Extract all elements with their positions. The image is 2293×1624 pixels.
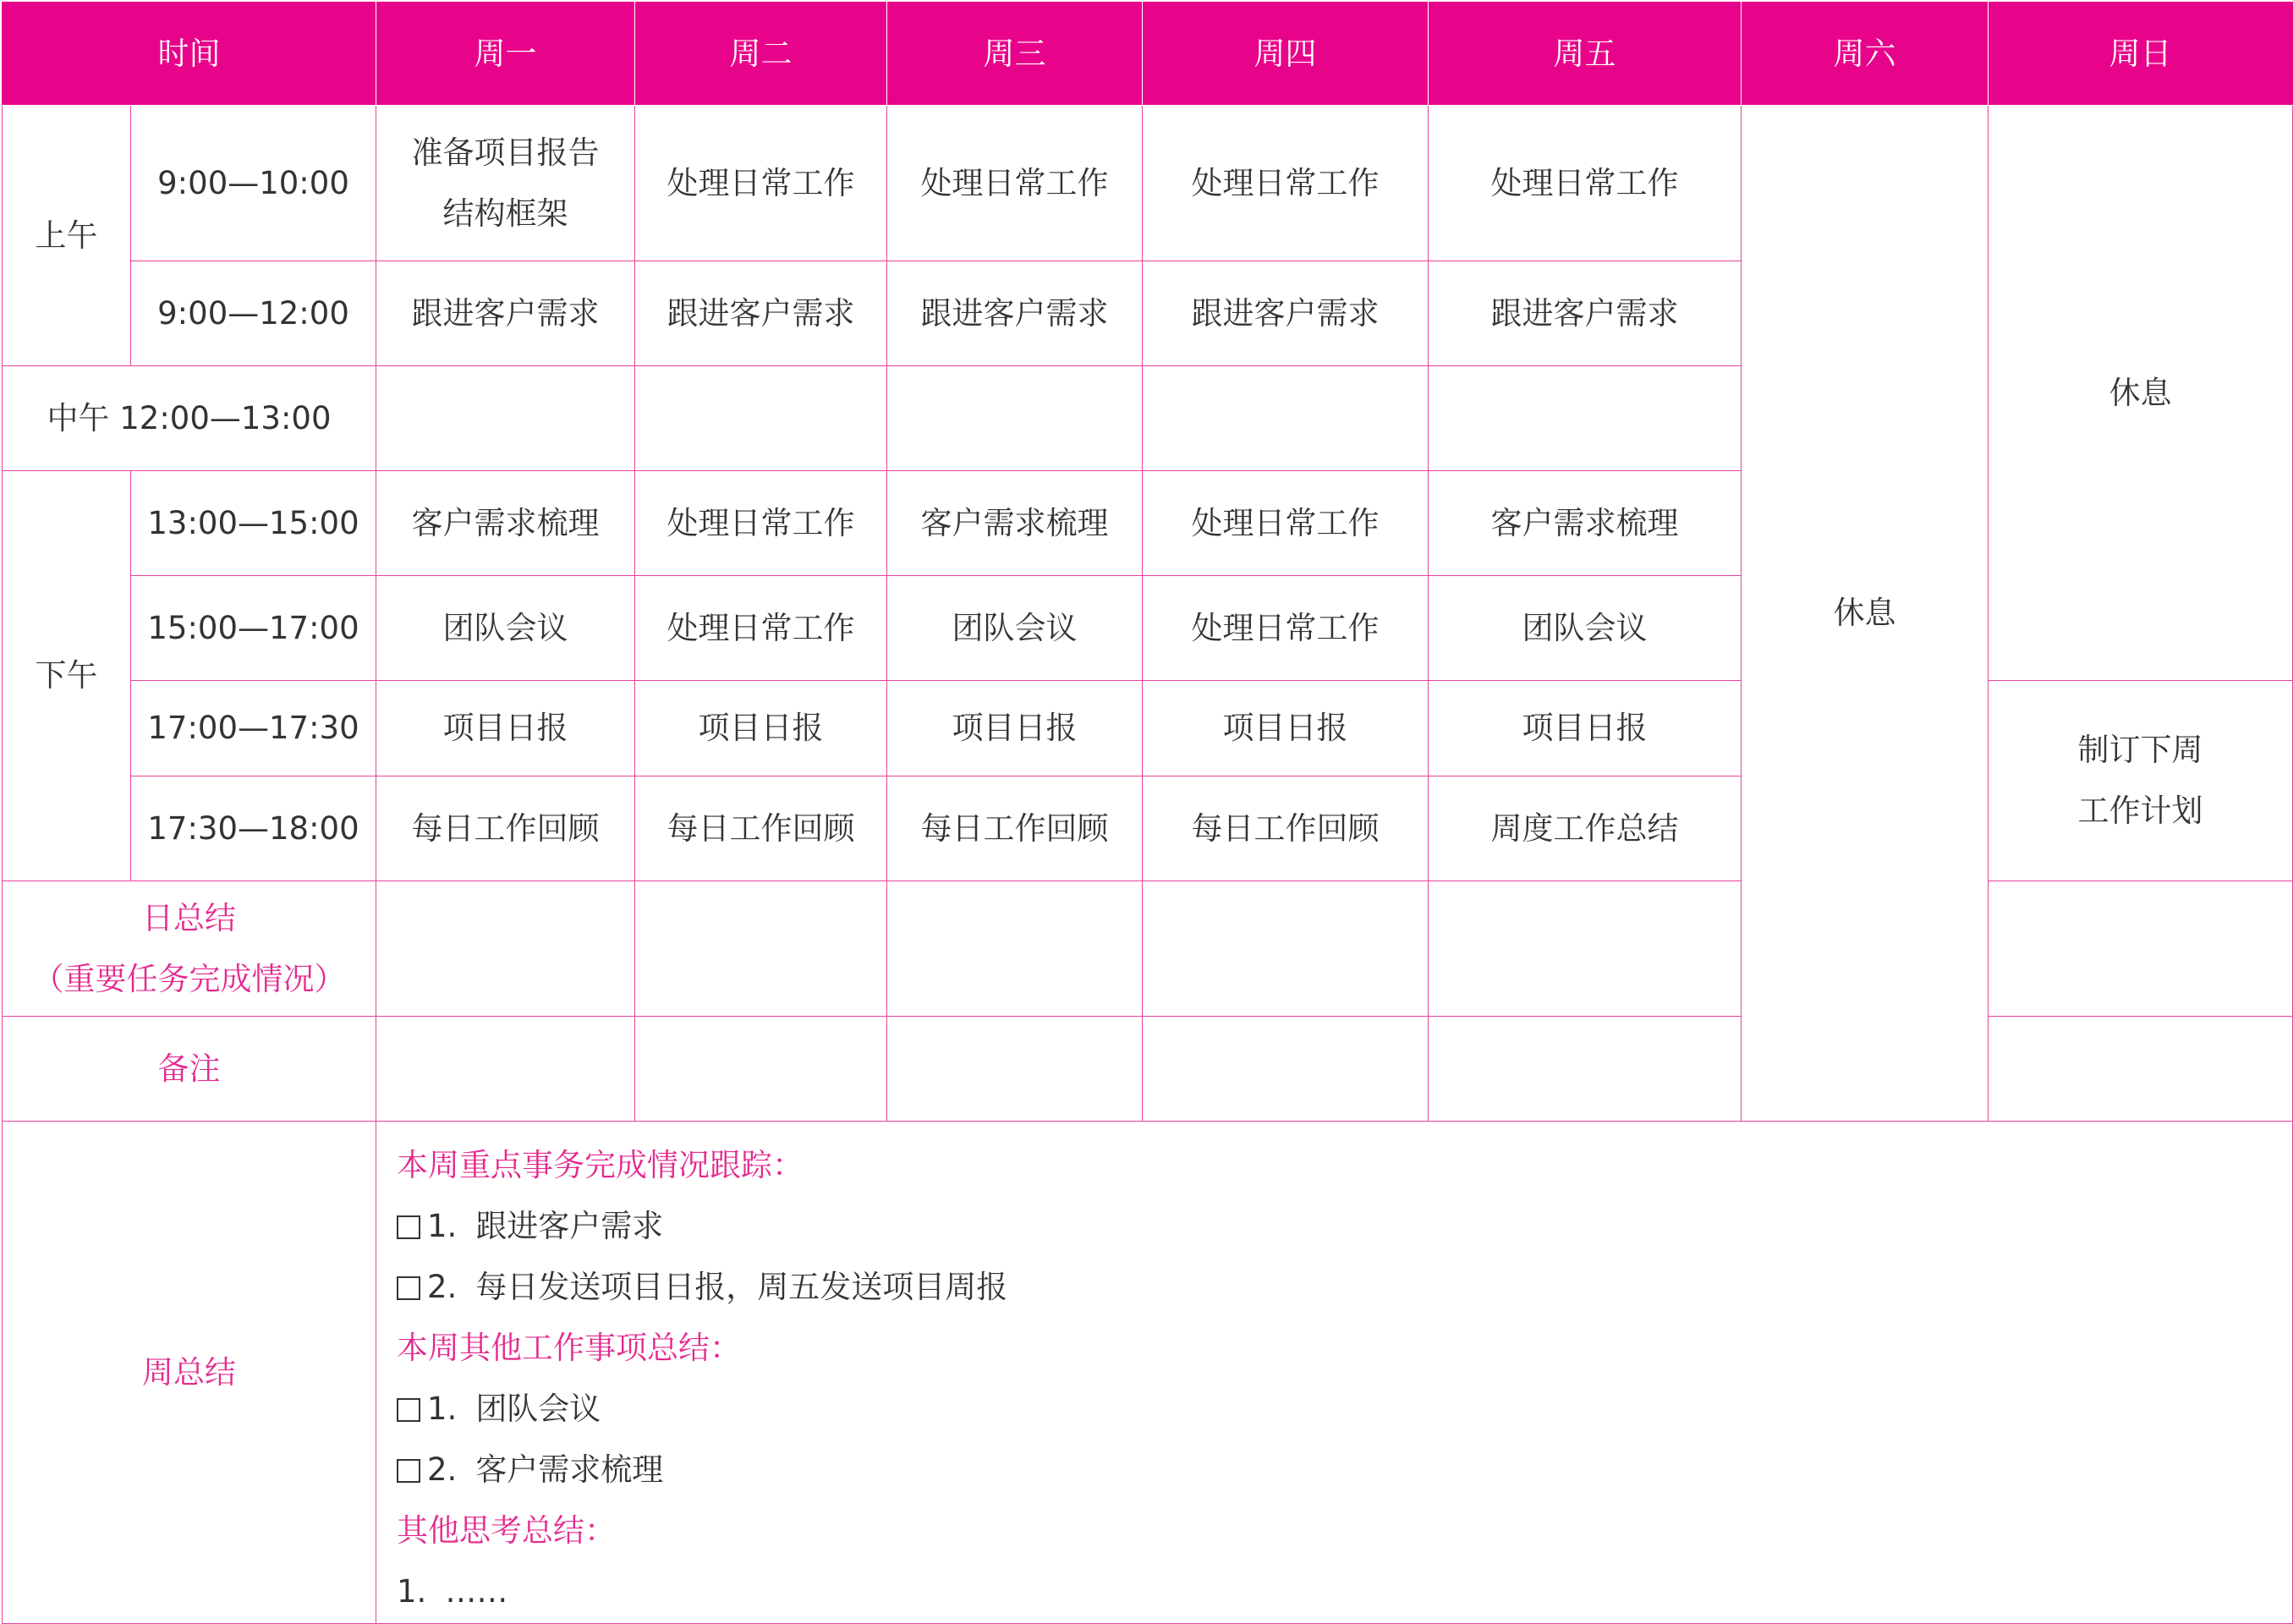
item-number: 1. — [427, 1208, 458, 1244]
item-number: 1. — [397, 1573, 427, 1610]
time-slot: 9:00—12:00 — [131, 261, 376, 366]
summary-cell[interactable] — [1429, 881, 1742, 1017]
time-slot: 9:00—10:00 — [131, 106, 376, 261]
schedule-cell: 项目日报 — [1429, 681, 1742, 776]
notes-label: 备注 — [3, 1017, 376, 1122]
morning-label: 上午 — [3, 106, 131, 366]
summary-cell[interactable] — [1143, 881, 1429, 1017]
day-header-thu: 周四 — [1143, 3, 1429, 106]
morning-row-1 — [3, 106, 2293, 261]
weekly-summary-label: 周总结 — [3, 1122, 376, 1624]
schedule-cell — [376, 106, 635, 261]
schedule-cell: 团队会议 — [376, 576, 635, 681]
schedule-cell: 跟进客户需求 — [1143, 261, 1429, 366]
schedule-cell: 每日工作回顾 — [376, 776, 635, 881]
day-header-mon: 周一 — [376, 3, 635, 106]
cell-line: 工作计划 — [2077, 793, 2203, 829]
schedule-cell: 团队会议 — [887, 576, 1143, 681]
day-header-sat: 周六 — [1742, 3, 1989, 106]
schedule-cell: 项目日报 — [887, 681, 1143, 776]
checkbox-icon[interactable] — [397, 1459, 420, 1483]
item-text: 团队会议 — [475, 1391, 601, 1427]
item-text: …… — [445, 1573, 508, 1610]
schedule-cell: 处理日常工作 — [1143, 471, 1429, 576]
thought-item — [397, 1561, 2292, 1622]
cell-line: 结构框架 — [442, 195, 568, 232]
schedule-cell: 周度工作总结 — [1429, 776, 1742, 881]
summary-cell[interactable] — [635, 881, 887, 1017]
afternoon-label: 下午 — [3, 471, 131, 881]
day-header-wed: 周三 — [887, 3, 1143, 106]
item-text: 每日发送项目日报，周五发送项目周报 — [475, 1269, 1008, 1305]
schedule-cell — [1143, 366, 1429, 471]
schedule-cell: 项目日报 — [635, 681, 887, 776]
cell-line: 日总结 — [142, 899, 236, 936]
header-row — [3, 3, 2293, 106]
sunday-rest-cell: 休息 — [1989, 106, 2293, 681]
weekly-summary-content — [376, 1122, 2293, 1624]
schedule-cell — [635, 366, 887, 471]
schedule-cell: 处理日常工作 — [635, 471, 887, 576]
schedule-cell: 客户需求梳理 — [1429, 471, 1742, 576]
notes-cell[interactable] — [1989, 1017, 2293, 1122]
daily-summary-label — [3, 881, 376, 1017]
time-slot: 17:30—18:00 — [131, 776, 376, 881]
checklist-item — [397, 1257, 2292, 1318]
notes-cell[interactable] — [887, 1017, 1143, 1122]
thoughts-heading: 其他思考总结： — [397, 1512, 616, 1549]
noon-label: 中午 12:00—13:00 — [3, 366, 376, 471]
schedule-cell — [887, 366, 1143, 471]
cell-line: 制订下周 — [2077, 732, 2203, 768]
item-text: 客户需求梳理 — [475, 1451, 664, 1488]
schedule-cell: 处理日常工作 — [635, 576, 887, 681]
summary-cell[interactable] — [1989, 881, 2293, 1017]
weekly-schedule-table — [2, 2, 2293, 1624]
item-number: 2. — [427, 1269, 458, 1305]
schedule-cell: 项目日报 — [1143, 681, 1429, 776]
schedule-cell: 每日工作回顾 — [1143, 776, 1429, 881]
cell-line: （重要任务完成情况） — [32, 960, 346, 997]
schedule-cell: 处理日常工作 — [1143, 106, 1429, 261]
schedule-cell: 跟进客户需求 — [376, 261, 635, 366]
summary-cell[interactable] — [376, 881, 635, 1017]
weekly-summary-row — [3, 1122, 2293, 1624]
schedule-cell: 每日工作回顾 — [635, 776, 887, 881]
day-header-tue: 周二 — [635, 3, 887, 106]
time-slot: 17:00—17:30 — [131, 681, 376, 776]
schedule-cell: 客户需求梳理 — [887, 471, 1143, 576]
time-slot: 15:00—17:00 — [131, 576, 376, 681]
schedule-cell: 跟进客户需求 — [887, 261, 1143, 366]
item-number: 1. — [427, 1391, 458, 1427]
other-tasks-heading: 本周其他工作事项总结： — [397, 1330, 741, 1366]
schedule-cell: 跟进客户需求 — [635, 261, 887, 366]
checkbox-icon[interactable] — [397, 1215, 420, 1239]
cell-line: 准备项目报告 — [411, 134, 600, 171]
notes-cell[interactable] — [635, 1017, 887, 1122]
schedule-cell: 处理日常工作 — [887, 106, 1143, 261]
schedule-cell: 每日工作回顾 — [887, 776, 1143, 881]
schedule-cell: 项目日报 — [376, 681, 635, 776]
notes-cell[interactable] — [1429, 1017, 1742, 1122]
item-text: 跟进客户需求 — [475, 1208, 664, 1244]
checkbox-icon[interactable] — [397, 1276, 420, 1300]
schedule-cell: 团队会议 — [1429, 576, 1742, 681]
item-number: 2. — [427, 1451, 458, 1488]
saturday-rest-cell: 休息 — [1742, 106, 1989, 1122]
checkbox-icon[interactable] — [397, 1398, 420, 1422]
time-header: 时间 — [3, 3, 376, 106]
schedule-cell — [1429, 366, 1742, 471]
schedule-cell — [376, 366, 635, 471]
notes-cell[interactable] — [376, 1017, 635, 1122]
schedule-cell: 处理日常工作 — [1429, 106, 1742, 261]
summary-cell[interactable] — [887, 881, 1143, 1017]
schedule-cell: 处理日常工作 — [635, 106, 887, 261]
day-header-sun: 周日 — [1989, 3, 2293, 106]
checklist-item — [397, 1379, 2292, 1440]
time-slot: 13:00—15:00 — [131, 471, 376, 576]
notes-cell[interactable] — [1143, 1017, 1429, 1122]
day-header-fri: 周五 — [1429, 3, 1742, 106]
schedule-cell: 跟进客户需求 — [1429, 261, 1742, 366]
schedule-cell: 处理日常工作 — [1143, 576, 1429, 681]
sunday-plan-cell — [1989, 681, 2293, 881]
checklist-item — [397, 1440, 2292, 1501]
schedule-cell: 客户需求梳理 — [376, 471, 635, 576]
key-tasks-heading: 本周重点事务完成情况跟踪： — [397, 1147, 804, 1183]
checklist-item — [397, 1196, 2292, 1257]
